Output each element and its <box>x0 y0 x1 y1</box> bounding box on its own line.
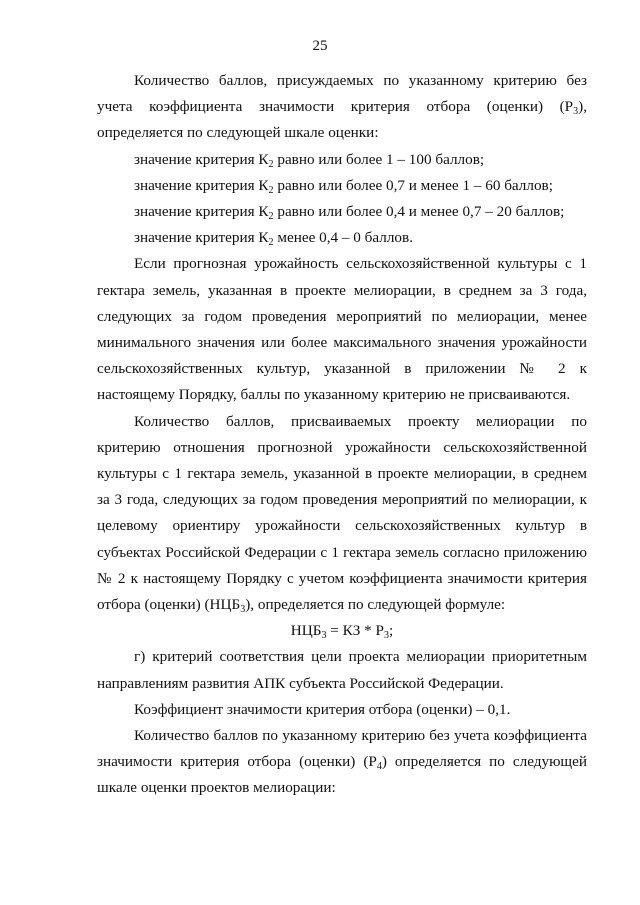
document-body <box>97 68 587 802</box>
paragraph-yield-condition: Если прогнозная урожайность сельскохозяйственной культуры с 1 гектара земель, указанная в проекте мелиорации, в среднем за 3 года, следующих за годом проведения мероприятий по мелиорации, менее минимального значения или более максимального значения урожайности сельскохозяйственных культур, указанной в приложении № 2 к настоящему Порядку, баллы по указанному критерию не присваиваются. <box>97 255 587 404</box>
paragraph-criterion-g-scale-intro: Количество баллов по указанному критерию без учета коэффициента значимости критерия отбора (оценки) $(Р_4)$ определяется по следующей шкале оценки проектов мелиорации: <box>97 727 587 797</box>
formula: $НЦБ_3$ = КЗ * $Р_3$; <box>290 622 394 642</box>
page-number: 25 <box>312 38 328 54</box>
scale-item: значение критерия $К_2$ равно или более 1 – 100 баллов; <box>134 150 485 170</box>
paragraph-criterion-g: г) критерий соответствия цели проекта мелиорации приоритетным направлениям развития АПК субъекта Российской Федерации. <box>97 648 587 692</box>
paragraph-yield-ratio-points: Количество баллов, присваиваемых проекту мелиорации по критерию отношения прогнозной урожайности сельскохозяйственной культуры с 1 гектара земель, указанной в проекте мелиорации, в среднем за 3 года, следующих за годом проведения мероприятий по мелиорации, к целевому ориентиру урожайности сельскохозяйственных культур в субъектах Российской Федерации с 1 гектара земель согласно приложению № 2 к настоящему Порядку с учетом коэффициента значимости критерия отбора (оценки) $(НЦБ_3)$, определяется по следующей формуле: <box>97 412 587 616</box>
scale-item: значение критерия $К_2$ менее 0,4 – 0 баллов. <box>134 229 413 249</box>
paragraph-significance-coefficient: Коэффициент значимости критерия отбора (оценки) – 0,1. <box>134 700 511 718</box>
paragraph-criterion-scale-intro: Количество баллов, присуждаемых по указанному критерию без учета коэффициента значимости критерия отбора (оценки) $(Р_3)$, определяется по следующей шкале оценки: <box>97 72 587 142</box>
scale-item: значение критерия $К_2$ равно или более 0,4 и менее 0,7 – 20 баллов; <box>134 203 565 223</box>
scale-item: значение критерия $К_2$ равно или более 0,7 и менее 1 – 60 баллов; <box>134 176 553 196</box>
